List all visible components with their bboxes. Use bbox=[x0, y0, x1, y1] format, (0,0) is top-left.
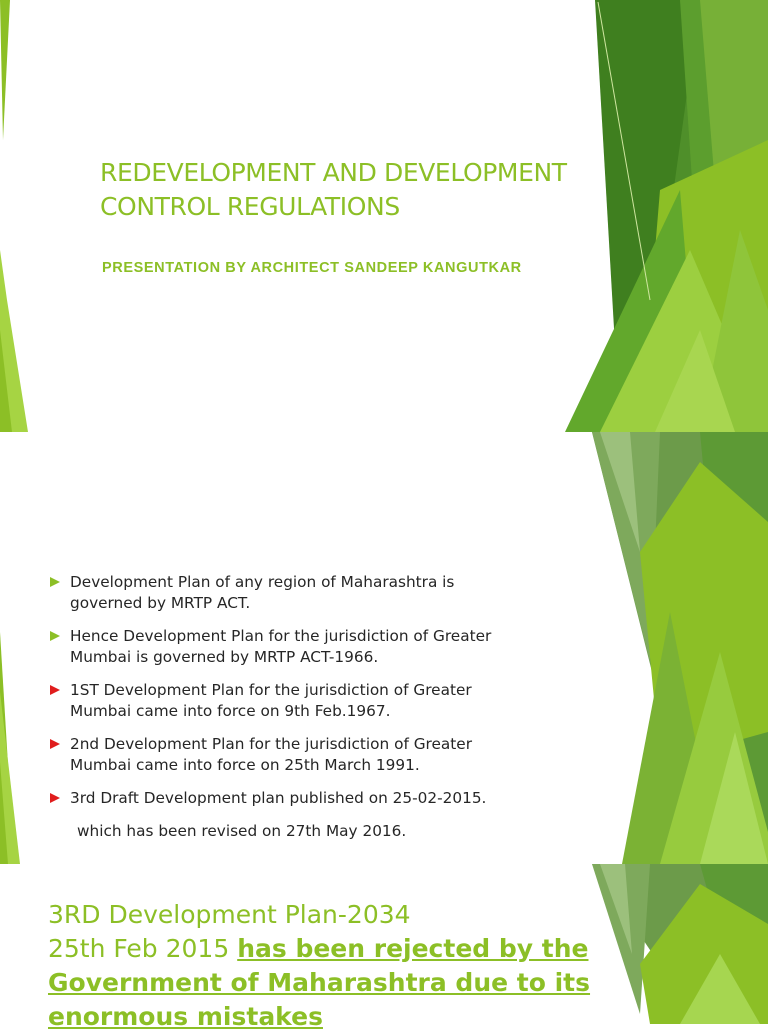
heading-line-2-underlined: has been rejected by the bbox=[237, 934, 589, 963]
bullet-text-line: Development Plan of any region of Maharashtra is bbox=[70, 573, 455, 591]
bullet-arrow-icon bbox=[50, 631, 60, 641]
bullet-arrow-icon bbox=[50, 793, 60, 803]
list-item bbox=[48, 734, 578, 775]
list-item bbox=[48, 572, 578, 613]
bullet-arrow-icon bbox=[50, 739, 60, 749]
bullet-text-line: Mumbai is governed by MRTP ACT-1966. bbox=[70, 647, 379, 666]
list-item bbox=[48, 680, 578, 721]
bullet-arrow-icon bbox=[50, 577, 60, 587]
list-item bbox=[48, 626, 578, 667]
bullet-text-line: Mumbai came into force on 25th March 1991. bbox=[70, 755, 420, 774]
title-line-1: REDEVELOPMENT AND DEVELOPMENT bbox=[100, 158, 567, 187]
title-line-2: CONTROL REGULATIONS bbox=[100, 192, 400, 221]
bullet-text-line: Mumbai came into force on 9th Feb.1967. bbox=[70, 701, 391, 720]
slide-3-heading bbox=[48, 898, 608, 1034]
heading-line-3-underlined: Government of Maharashtra due to its bbox=[48, 968, 591, 997]
slide-title bbox=[0, 0, 768, 432]
heading-line-2-plain: 25th Feb 2015 bbox=[48, 934, 238, 963]
bullet-continuation: which has been revised on 27th May 2016. bbox=[77, 822, 407, 840]
list-item bbox=[48, 788, 578, 809]
slide-title-heading bbox=[100, 156, 620, 224]
heading-line-4-underlined: enormous mistakes bbox=[48, 1002, 323, 1031]
bullet-text-line: governed by MRTP ACT. bbox=[70, 593, 251, 612]
bullet-list bbox=[48, 572, 578, 815]
bullet-text-line: 1ST Development Plan for the jurisdiction of Greater bbox=[70, 681, 472, 699]
bullet-text-line: Hence Development Plan for the jurisdiction of Greater bbox=[70, 627, 492, 645]
slide-subtitle: PRESENTATION BY ARCHITECT SANDEEP KANGUTKAR bbox=[102, 260, 522, 276]
bullet-text-line: 3rd Draft Development plan published on 25-02-2015. bbox=[70, 789, 487, 807]
heading-line-1: 3RD Development Plan-2034 bbox=[48, 900, 411, 929]
bullet-arrow-icon bbox=[50, 685, 60, 695]
bullet-text-line: 2nd Development Plan for the jurisdiction of Greater bbox=[70, 735, 472, 753]
